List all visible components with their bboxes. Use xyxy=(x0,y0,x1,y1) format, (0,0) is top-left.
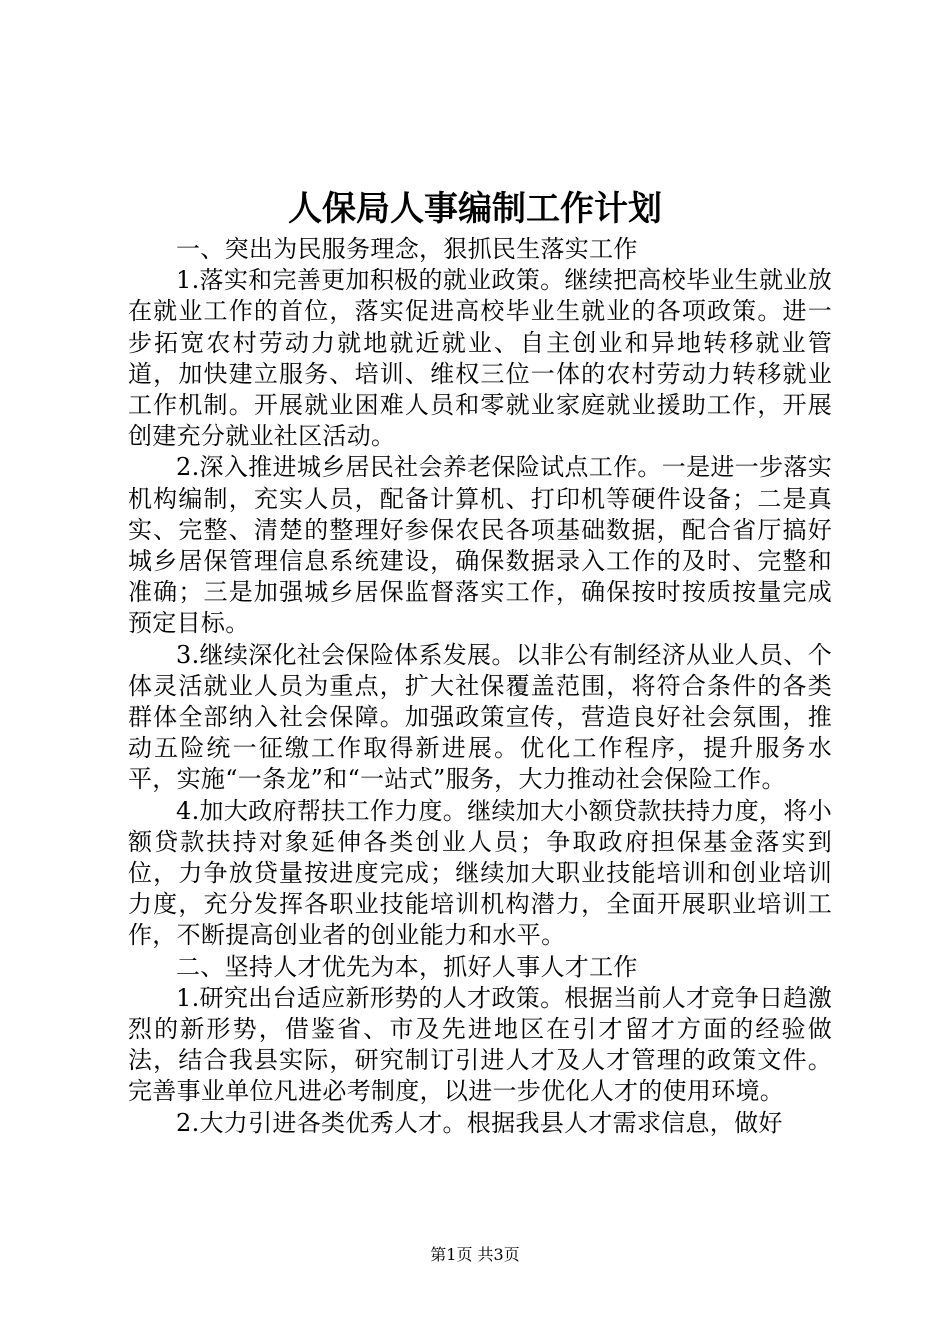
document-title: 人保局人事编制工作计划 xyxy=(288,189,662,229)
paragraph-pension-pilot: 2.深入推进城乡居民社会养老保险试点工作。一是进一步落实机构编制，充实人员，配备计算机、打印机等硬件设备；二是真实、完整、清楚的整理好参保农民各项基础数据，配合省厅搞好城乡居保管理信息系统建设，确保数据录入工作的及时、完整和准确；三是加强城乡居保监督落实工作，确保按时按质按量完成预定目标。 xyxy=(128,453,832,638)
paragraph-talent-policy: 1.研究出台适应新形势的人才政策。根据当前人才竞争日趋激烈的新形势，借鉴省、市及先进地区在引才留才方面的经验做法，结合我县实际，研究制订引进人才及人才管理的政策文件。完善事业单位凡进必考制度，以进一步优化人才的使用环境。 xyxy=(128,983,832,1106)
paragraph-talent-recruitment: 2.大力引进各类优秀人才。根据我县人才需求信息，做好 xyxy=(176,1108,783,1137)
paragraph-government-support: 4.加大政府帮扶工作力度。继续加大小额贷款扶持力度，将小额贷款扶持对象延伸各类创业人员；争取政府担保基金落实到位，力争放贷量按进度完成；继续加大职业技能培训和创业培训力度，充分发挥各职业技能培训机构潜力，全面开展职业培训工作，不断提高创业者的创业能力和水平。 xyxy=(128,796,832,950)
paragraph-employment-policy: 1.落实和完善更加积极的就业政策。继续把高校毕业生就业放在就业工作的首位，落实促进高校毕业生就业的各项政策。进一步拓宽农村劳动力就地就近就业、自主创业和异地转移就业管道，加快建立服务、培训、维权三位一体的农村劳动力转移就业工作机制。开展就业困难人员和零就业家庭就业援助工作，开展创建充分就业社区活动。 xyxy=(128,266,832,451)
section-heading-1: 一、突出为民服务理念，狠抓民生落实工作 xyxy=(176,235,638,263)
paragraph-social-insurance: 3.继续深化社会保险体系发展。以非公有制经济从业人员、个体灵活就业人员为重点，扩大社保覆盖范围，将符合条件的各类群体全部纳入社会保障。加强政策宣传，营造良好社会氛围，推动五险统一征缴工作取得新进展。优化工作程序，提升服务水平，实施“一条龙”和“一站式”服务，大力推动社会保险工作。 xyxy=(128,640,832,794)
section-heading-2: 二、坚持人才优先为本，抓好人事人才工作 xyxy=(176,952,638,981)
document-body xyxy=(128,234,832,1139)
page-footer: 第1页 共3页 xyxy=(430,1245,520,1264)
